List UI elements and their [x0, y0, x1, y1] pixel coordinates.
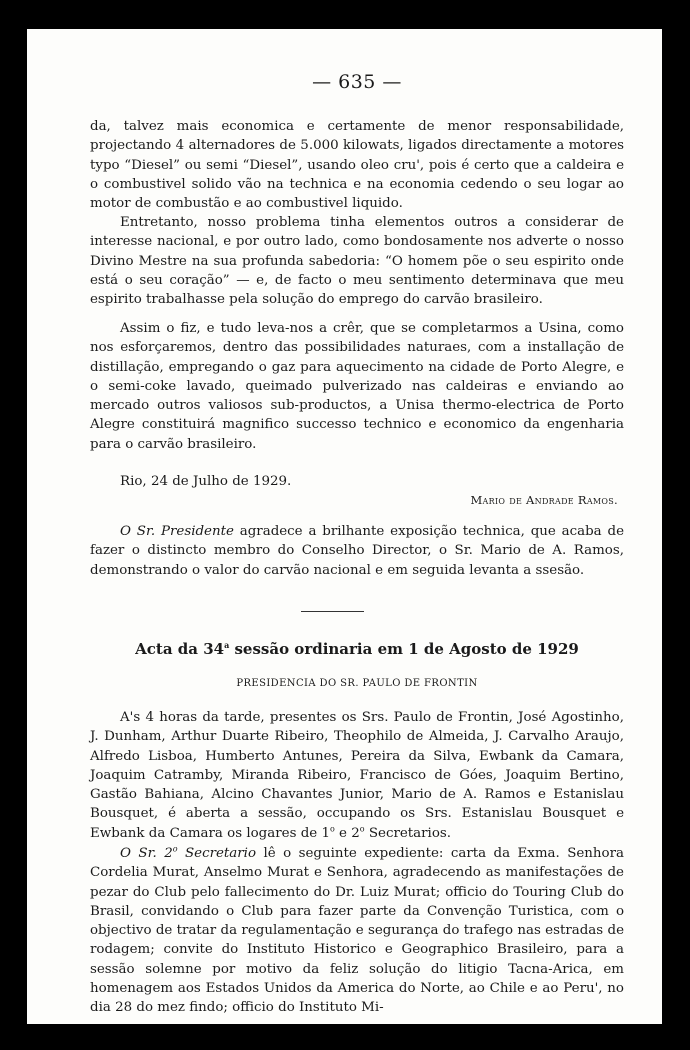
- secretary-label-a: O Sr. 2: [120, 846, 173, 861]
- paragraph-assim: Assim o fiz, e tudo leva-nos a crêr, que se completarmos a Usina, como nos esforçaremos, dentro das possibilidades naturaes, com a installação de distillação, empregando o gaz para aquecimento na cidade de Porto Alegre, e o semi-coke lavado, queimado pulverizado nas caldeiras e enviando ao mercado outros valiosos sub-productos, a Unisa thermo-electrica de Porto Alegre constituirá magnifico successo technico e economico da engenharia para o carvão brasileiro.: [90, 321, 624, 452]
- attendance-sup-2: o: [359, 824, 365, 834]
- paragraph-attendance: [90, 708, 624, 843]
- attendance-text-b: e 2: [334, 825, 360, 841]
- presidencia-line: PRESIDENCIA DO SR. PAULO DE FRONTIN: [236, 678, 478, 689]
- paragraph-presidente-text: agradece a brilhante exposição technica, que acaba de fazer o distincto membro do Conselho Director, o Sr. Mario de A. Ramos, demonstrando o valor do carvão nacional e em seguida levanta a ssesão.: [90, 524, 624, 578]
- paragraph-expediente: [90, 844, 624, 1018]
- dateline: Rio, 24 de Julho de 1929.: [120, 474, 292, 489]
- paragraph-presidente: [90, 522, 624, 580]
- page-number: — 635 —: [312, 71, 402, 93]
- acta-title-pre: Acta da 34: [135, 640, 225, 658]
- speaker-label: O Sr. Presidente: [120, 524, 234, 539]
- document-page: [27, 29, 662, 1024]
- secretary-label-b: Secretario: [177, 846, 257, 861]
- section-separator: [301, 611, 364, 612]
- acta-title: [90, 639, 624, 659]
- attendance-sup-1: o: [329, 824, 335, 834]
- signature: Mario de Andrade Ramos.: [470, 493, 618, 507]
- secretary-label-sup: o: [172, 844, 178, 854]
- acta-title-post: sessão ordinaria em 1 de Agosto de 1929: [229, 640, 579, 658]
- paragraph-continuation: da, talvez mais economica e certamente de menor responsabilidade, projectando 4 alternadores de 5.000 kilowats, ligados directamente a motores typo “Diesel” ou semi “Diesel”, usando oleo cru', pois é certo que a caldeira e o combustivel solido vão na technica e na economia cedendo o seu logar ao motor de combustão e ao combustivel liquido.: [90, 119, 624, 212]
- attendance-text-c: Secretarios.: [364, 825, 452, 841]
- acta-title-sup: a: [224, 640, 230, 650]
- paragraph-entretanto: Entretanto, nosso problema tinha elementos outros a considerar de interesse nacional, e por outro lado, como bondosamente nos adverte o nosso Divino Mestre na sua profunda sabedoria: “O homem põe o seu espirito onde está o seu coração” — e, de facto o meu sentimento determinava que meu espirito trabalhasse pela solução do emprego do carvão brasileiro.: [90, 215, 624, 308]
- secretary-label: [120, 846, 256, 861]
- attendance-text-a: A's 4 horas da tarde, presentes os Srs. Paulo de Frontin, José Agostinho, J. Dunham, Arthur Duarte Ribeiro, Theophilo de Almeida, J. Carvalho Araujo, Alfredo Lisboa, Humberto Antunes, Pereira da Silva, Ewbank da Camara, Joaquim Catramby, Miranda Ribeiro, Francisco de Góes, Joaquim Bertino, Gastão Bahiana, Alcino Chavantes Junior, Mario de A. Ramos e Estanislau Bousquet, é aberta a sessão, occupando os Srs. Estanislau Bousquet e Ewbank da Camara os logares de 1: [90, 710, 624, 841]
- paragraph-expediente-text: lê o seguinte expediente: carta da Exma. Senhora Cordelia Murat, Anselmo Murat e Senhora, agradecendo as manifestações de pezar do Club pelo fallecimento do Dr. Luiz Murat; officio do Touring Club do Brasil, convidando o Club para fazer parte da Convenção Turistica, com o objectivo de tratar da regulamentação e segurança do trafego nas estradas de rodagem; convite do Instituto Historico e Geographico Brasileiro, para a sessão solemne por motivo da feliz solução do litigio Tacna-Arica, em homenagem aos Estados Unidos da America do Norte, ao Chile e ao Peru', no dia 28 do mez findo; officio do Instituto Mi-: [90, 846, 624, 1016]
